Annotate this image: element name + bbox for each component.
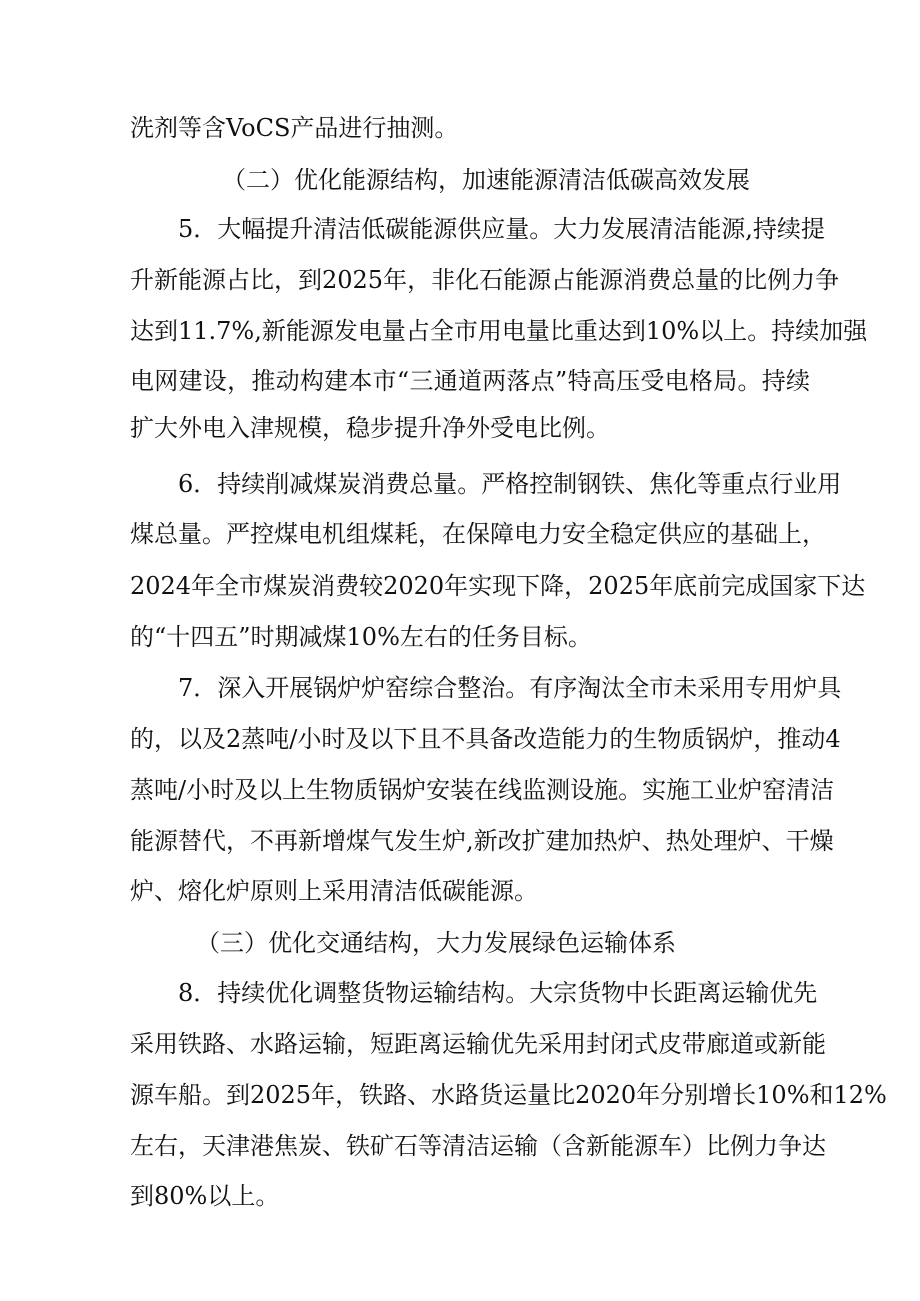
text-line: 能源替代，不再新增煤气发生炉,新改扩建加热炉、热处理炉、干燥 [130, 827, 834, 855]
text-line: 源车船。到2025年，铁路、水路货运量比2020年分别增长10%和12% [130, 1081, 887, 1109]
text-line: 蒸吨/小时及以上生物质锅炉安装在线监测设施。实施工业炉窑清洁 [130, 776, 835, 804]
item-heading: 7．深入开展锅炉炉窑综合整治。有序淘汰全市未采用专用炉具 [178, 674, 842, 702]
item-heading: 5．大幅提升清洁低碳能源供应量。大力发展清洁能源,持续提 [178, 215, 825, 243]
text-line: 的，以及2蒸吨/小时及以下且不具备改造能力的生物质锅炉，推动4 [130, 725, 841, 753]
text-line: 左右，天津港焦炭、铁矿石等清洁运输（含新能源车）比例力争达 [130, 1132, 826, 1160]
text-line: 电网建设，推动构建本市“三通道两落点”特高压受电格局。持续 [130, 367, 810, 395]
text-line: 的“十四五”时期减煤10%左右的任务目标。 [130, 623, 592, 651]
text-line: 煤总量。严控煤电机组煤耗，在保障电力安全稳定供应的基础上， [130, 520, 826, 548]
section-heading: （二）优化能源结构，加速能源清洁低碳高效发展 [222, 166, 750, 194]
text-line: 2024年全市煤炭消费较2020年实现下降，2025年底前完成国家下达 [130, 572, 866, 600]
text-line: 升新能源占比，到2025年，非化石能源占能源消费总量的比例力争 [130, 266, 840, 294]
text-line: 炉、熔化炉原则上采用清洁低碳能源。 [130, 877, 538, 905]
text-line: 采用铁路、水路运输，短距离运输优先采用封闭式皮带廊道或新能 [130, 1030, 826, 1058]
item-heading: 8．持续优化调整货物运输结构。大宗货物中长距离运输优先 [178, 979, 818, 1007]
item-heading: 6．持续削减煤炭消费总量。严格控制钢铁、焦化等重点行业用 [178, 470, 842, 498]
text-line: 到80%以上。 [130, 1182, 280, 1210]
text-line: 达到11.7%,新能源发电量占全市用电量比重达到10%以上。持续加强 [130, 317, 868, 345]
text-line: 扩大外电入津规模，稳步提升净外受电比例。 [130, 414, 610, 442]
text-line: 洗剂等含VoCS产品进行抽测。 [130, 114, 459, 142]
section-heading: （三）优化交通结构，大力发展绿色运输体系 [196, 929, 676, 957]
